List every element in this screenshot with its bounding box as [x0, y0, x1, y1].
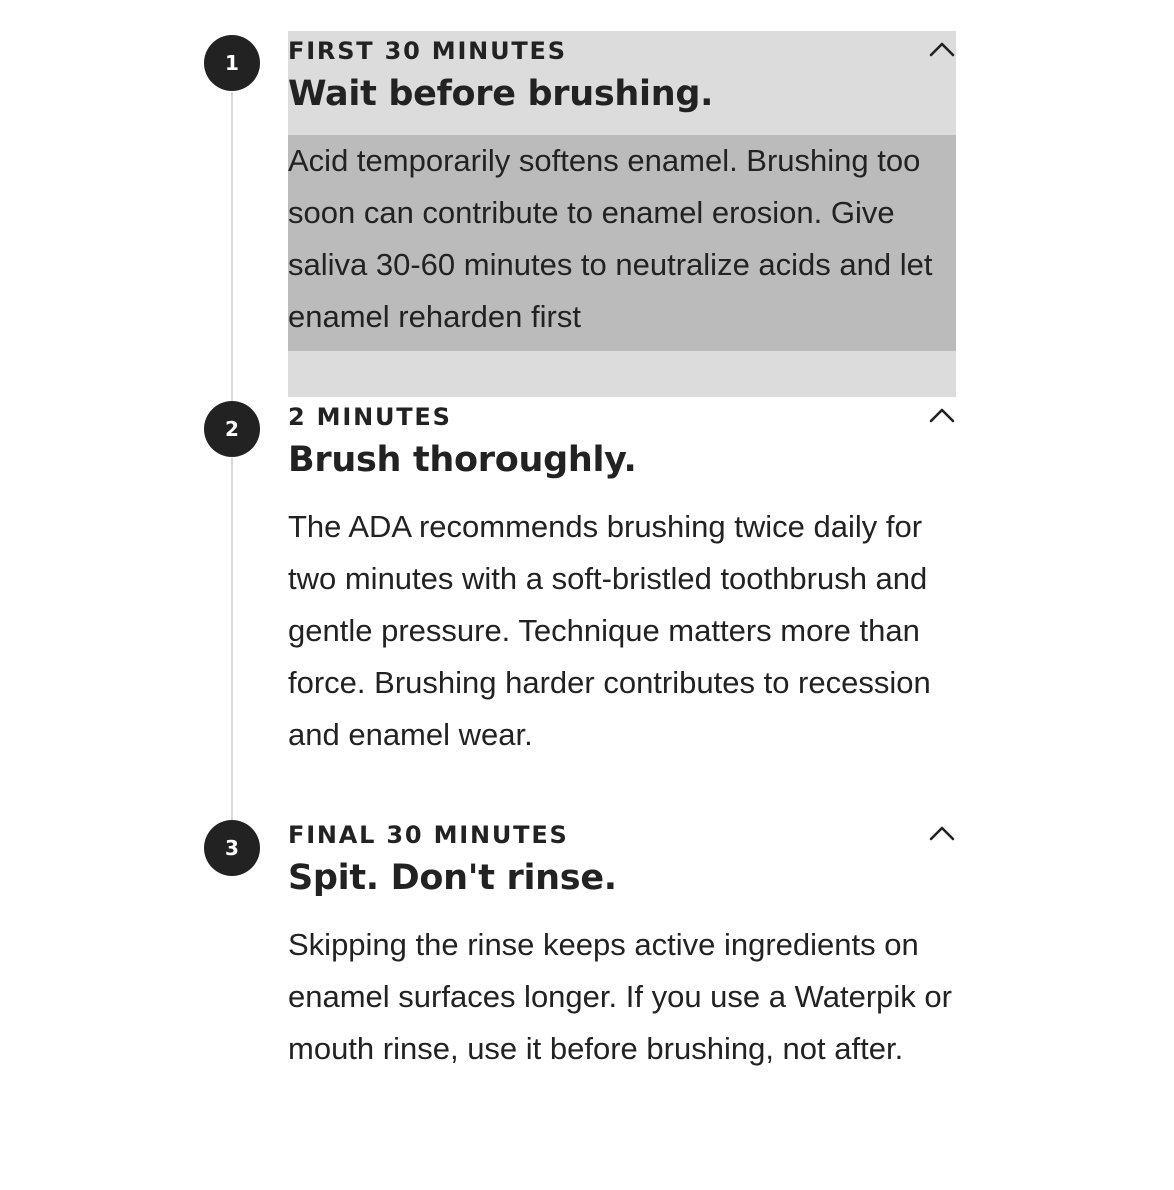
step-accordion-item[interactable] [288, 815, 956, 1135]
step-duration-label: FIRST 30 MINUTES [288, 37, 567, 65]
timeline-connector [231, 92, 233, 402]
chevron-up-icon[interactable] [928, 39, 956, 59]
chevron-up-icon[interactable] [928, 405, 956, 425]
step-description: Skipping the rinse keeps active ingredients on enamel surfaces longer. If you use a Waterpik or mouth rinse, use it before brushing, not after. [288, 927, 952, 1066]
step-accordion-item[interactable] [288, 397, 956, 777]
step-number-badge [204, 820, 260, 876]
timeline-connector [231, 458, 233, 822]
step-number: 2 [225, 417, 239, 441]
step-title: Spit. Don't rinse. [288, 858, 617, 898]
step-description: Acid temporarily softens enamel. Brushing too soon can contribute to enamel erosion. Give saliva 30-60 minutes to neutralize acids and let enamel reharden first [288, 135, 956, 351]
chevron-up-icon[interactable] [928, 823, 956, 843]
step-number-badge [204, 401, 260, 457]
step-duration-label: 2 MINUTES [288, 403, 452, 431]
step-title: Wait before brushing. [288, 74, 714, 114]
step-number-badge [204, 35, 260, 91]
step-accordion-item[interactable] [288, 31, 956, 397]
step-number: 1 [225, 51, 239, 75]
step-number: 3 [225, 836, 239, 860]
step-title: Brush thoroughly. [288, 440, 637, 480]
step-description: The ADA recommends brushing twice daily for two minutes with a soft-bristled toothbrush and gentle pressure. Technique matters more than force. Brushing harder contributes to recession and enamel wear. [288, 509, 931, 752]
step-duration-label: FINAL 30 MINUTES [288, 821, 569, 849]
